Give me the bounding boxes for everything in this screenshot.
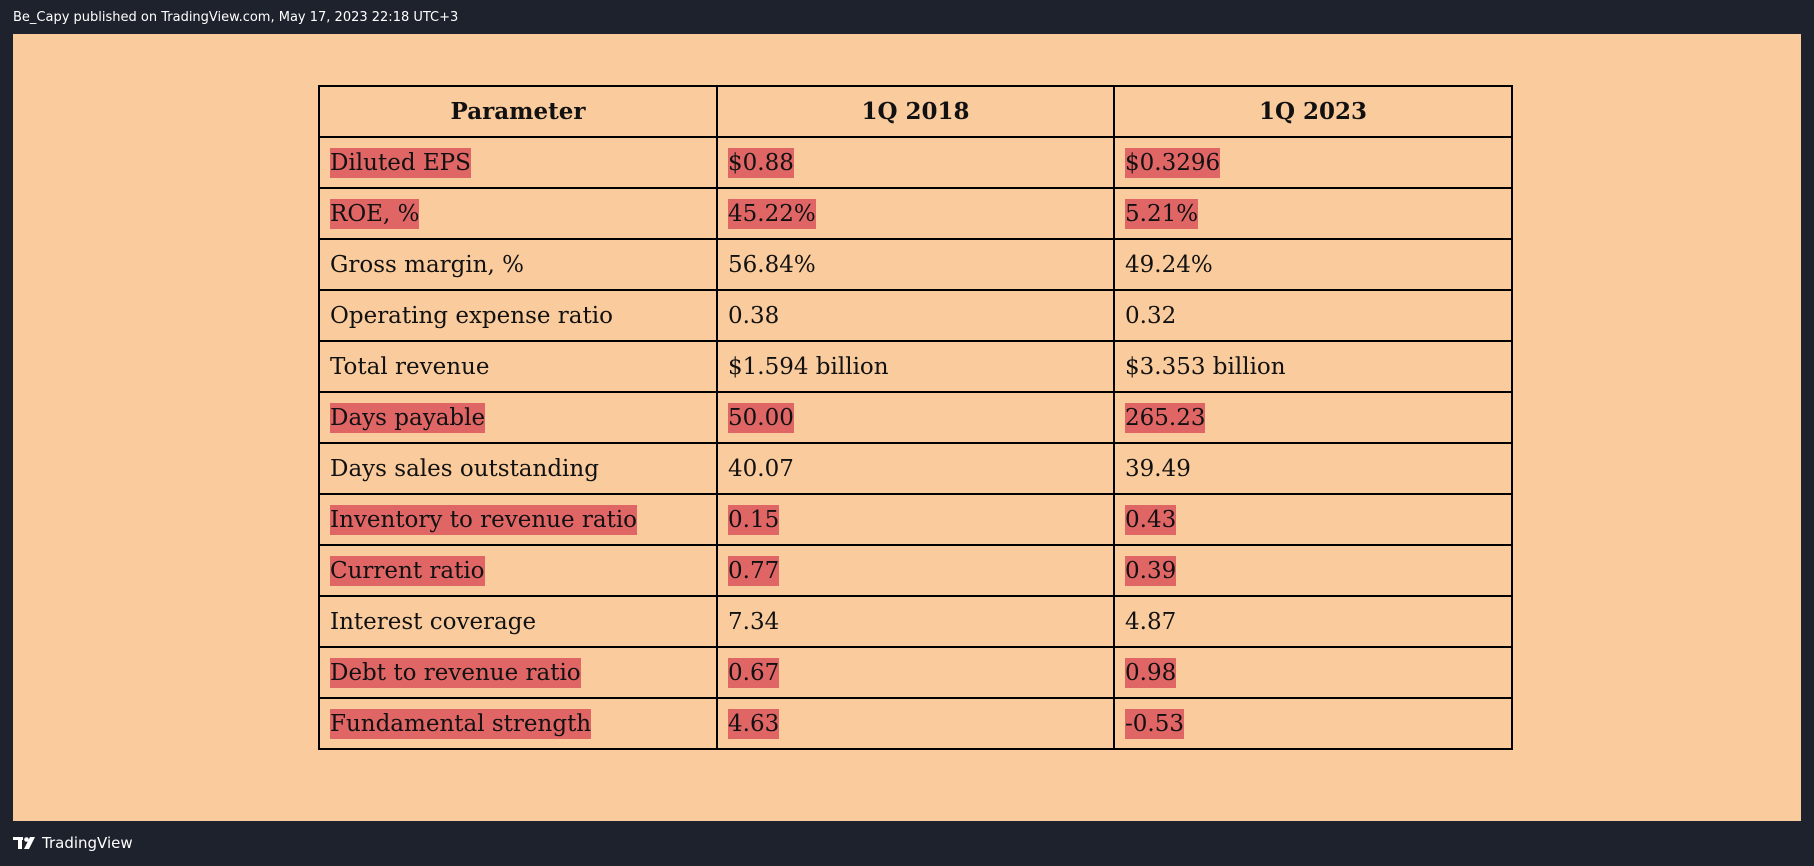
cell-text: $3.353 billion — [1125, 353, 1286, 380]
parameter-cell — [319, 239, 717, 290]
highlighted-text: Fundamental strength — [330, 710, 592, 737]
bottom-bar — [0, 821, 1814, 866]
highlighted-text: Debt to revenue ratio — [330, 659, 581, 686]
value-1q-2023-cell — [1114, 341, 1512, 392]
parameters-table — [318, 85, 1513, 750]
cell-text: $1.594 billion — [728, 353, 889, 380]
cell-text: 40.07 — [728, 455, 794, 482]
highlighted-text: 50.00 — [728, 404, 794, 431]
highlighted-text: 0.98 — [1125, 659, 1177, 686]
top-bar — [0, 0, 1814, 34]
value-1q-2018-cell — [717, 239, 1114, 290]
value-1q-2023-cell — [1114, 596, 1512, 647]
published-info: Be_Capy published on TradingView.com, May 17, 2023 22:18 UTC+3 — [13, 10, 459, 25]
parameter-cell — [319, 494, 717, 545]
highlighted-text: Diluted EPS — [330, 149, 471, 176]
highlighted-text: 4.63 — [728, 710, 780, 737]
cell-text: 7.34 — [728, 608, 780, 635]
value-1q-2023-cell — [1114, 188, 1512, 239]
value-1q-2023-cell — [1114, 443, 1512, 494]
table-row — [319, 698, 1512, 749]
table-row — [319, 239, 1512, 290]
highlighted-text: 45.22% — [728, 200, 816, 227]
highlighted-text: Days payable — [330, 404, 486, 431]
value-1q-2018-cell — [717, 494, 1114, 545]
tradingview-logo-icon[interactable] — [13, 835, 39, 851]
highlighted-text: 0.77 — [728, 557, 780, 584]
cell-text: Days sales outstanding — [330, 455, 599, 482]
cell-text: 4.87 — [1125, 608, 1177, 635]
parameter-cell — [319, 137, 717, 188]
value-1q-2018-cell — [717, 647, 1114, 698]
parameter-cell — [319, 596, 717, 647]
table-row — [319, 596, 1512, 647]
value-1q-2023-cell — [1114, 698, 1512, 749]
cell-text: Gross margin, % — [330, 251, 525, 278]
parameter-cell — [319, 290, 717, 341]
table-row — [319, 290, 1512, 341]
table-row — [319, 443, 1512, 494]
parameter-cell — [319, 647, 717, 698]
table-body — [319, 137, 1512, 749]
cell-text: Operating expense ratio — [330, 302, 613, 329]
column-header-1q-2018: 1Q 2018 — [717, 86, 1114, 137]
highlighted-text: 0.43 — [1125, 506, 1177, 533]
cell-text: 0.38 — [728, 302, 780, 329]
tradingview-brand[interactable]: TradingView — [42, 834, 133, 852]
table-row — [319, 188, 1512, 239]
highlighted-text: Inventory to revenue ratio — [330, 506, 638, 533]
value-1q-2023-cell — [1114, 392, 1512, 443]
column-header-1q-2023: 1Q 2023 — [1114, 86, 1512, 137]
parameter-cell — [319, 443, 717, 494]
cell-text: 0.32 — [1125, 302, 1177, 329]
value-1q-2023-cell — [1114, 137, 1512, 188]
value-1q-2023-cell — [1114, 239, 1512, 290]
value-1q-2018-cell — [717, 392, 1114, 443]
highlighted-text: 0.67 — [728, 659, 780, 686]
value-1q-2018-cell — [717, 341, 1114, 392]
table-row — [319, 341, 1512, 392]
highlighted-text: 5.21% — [1125, 200, 1199, 227]
value-1q-2018-cell — [717, 188, 1114, 239]
highlighted-text: 0.39 — [1125, 557, 1177, 584]
table-row — [319, 494, 1512, 545]
value-1q-2018-cell — [717, 290, 1114, 341]
table-row — [319, 392, 1512, 443]
table-row — [319, 545, 1512, 596]
table-header-row — [319, 86, 1512, 137]
parameter-cell — [319, 392, 717, 443]
cell-text: Interest coverage — [330, 608, 537, 635]
value-1q-2023-cell — [1114, 290, 1512, 341]
column-header-parameter: Parameter — [319, 86, 717, 137]
value-1q-2018-cell — [717, 545, 1114, 596]
table-row — [319, 137, 1512, 188]
cell-text: 56.84% — [728, 251, 816, 278]
highlighted-text: -0.53 — [1125, 710, 1184, 737]
highlighted-text: 0.15 — [728, 506, 780, 533]
highlighted-text: Current ratio — [330, 557, 485, 584]
parameter-cell — [319, 188, 717, 239]
value-1q-2018-cell — [717, 137, 1114, 188]
highlighted-text: $0.88 — [728, 149, 794, 176]
value-1q-2018-cell — [717, 443, 1114, 494]
highlighted-text: $0.3296 — [1125, 149, 1221, 176]
cell-text: 39.49 — [1125, 455, 1191, 482]
value-1q-2023-cell — [1114, 647, 1512, 698]
value-1q-2023-cell — [1114, 494, 1512, 545]
value-1q-2018-cell — [717, 698, 1114, 749]
chart-canvas — [13, 34, 1801, 821]
cell-text: Total revenue — [330, 353, 490, 380]
value-1q-2018-cell — [717, 596, 1114, 647]
highlighted-text: 265.23 — [1125, 404, 1206, 431]
cell-text: 49.24% — [1125, 251, 1213, 278]
table-row — [319, 647, 1512, 698]
value-1q-2023-cell — [1114, 545, 1512, 596]
highlighted-text: ROE, % — [330, 200, 420, 227]
parameter-cell — [319, 698, 717, 749]
parameter-cell — [319, 545, 717, 596]
parameter-cell — [319, 341, 717, 392]
